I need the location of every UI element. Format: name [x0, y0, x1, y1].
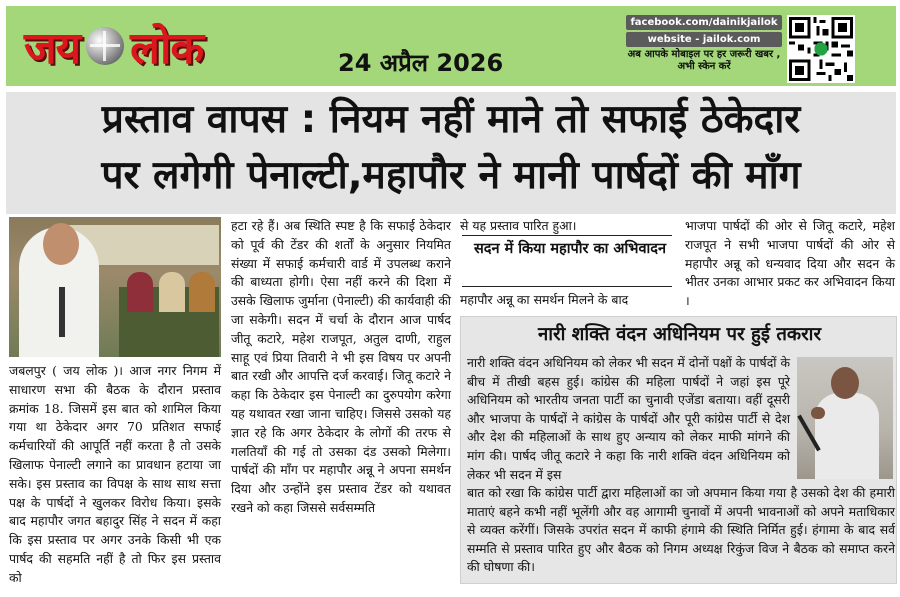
sidebar-story-text-2: बात को रखा कि कांग्रेस पार्टी द्वारा महिलाओं का जो अपमान किया गया है उसको देश की हमारी माताएं बहने कभी नहीं भूलेंगी और वह आगामी चुनावों में अपनी भावनाओं को अपने मताधिकार से व्यक्त करेंगीं। जिसके उपरांत सदन में काफी हंगामे की स्थिति निर्मित हुई। हंगामा के बाद सर्व सम्मति से प्रस्ताव पारित हुए और बैठक को निगम अध्यक्ष रिकुंज विज ने बैठक को समाप्त करने की घोषणा की।	[467, 485, 895, 575]
headline-line-1: प्रस्ताव वापस : नियम नहीं माने तो सफाई ठेकेदार	[101, 97, 801, 142]
headline-line-2: पर लगेगी पेनाल्टी,महापौर ने मानी पार्षदों की माँग	[101, 153, 801, 198]
social-links	[626, 15, 782, 73]
article-column-3-mid: महापौर अन्नू का समर्थन मिलने के बाद	[460, 292, 629, 307]
logo-word-jai: जय	[24, 23, 81, 74]
facebook-link[interactable]: facebook.com/dainikjailok	[626, 15, 782, 30]
article-column-2: हटा रहे हैं। अब स्थिति स्पष्ट है कि सफाई ठेकेदार को पूर्व की टेंडर की शर्तों के अनुसार नियमित संख्या में सफाई कर्मचारी वार्ड में उपलब्ध कराने की बाध्यता होगी। ऐसा नहीं करने की दिशा में उसके खिलाफ जुर्माना (पेनाल्टी) की कार्यवाही की जा सकेगी। सदन में चर्चा के दौरान आज पार्षद जीतू कटारे, महेश राजपूत, अतुल दाणी, राहुल साहू एवं प्रिया तिवारी ने भी इस विषय पर अपनी बात रखी और आपत्ति दर्ज करवाई। जितू कटारे ने कहा कि ठेकेदार इस पेनाल्टी का दुरुपयोग करेगा यह यथावत रखा जाना चाहिए। जिससे उसको यह ज्ञात रहे कि अगर ठेकेदार के लोगों की तरफ से गलतियाँ की गई तो उसका दंड उसको मिलेगा। पार्षदों की माँग पर महापौर अन्नू ने अपना समर्थन दिया और उन्होंने इस प्रस्ताव टेंडर को यथावत रखने को कहा जिससे सर्वसम्मति	[231, 218, 451, 515]
masthead	[6, 6, 896, 86]
councillor-photo	[797, 357, 893, 479]
qr-code-icon[interactable]	[787, 15, 855, 83]
sidebar-story-title: नारी शक्ति वंदन अधिनियम पर हुई तकरार	[537, 324, 822, 345]
councillor-hand	[811, 407, 825, 419]
audience-member	[159, 272, 185, 312]
sidebar-story-box	[460, 316, 897, 584]
councillor-figure	[815, 393, 879, 479]
subhead-mayor-greeting: सदन में किया महापौर का अभिवादन	[473, 240, 667, 257]
globe-icon	[86, 27, 124, 65]
article-column-4: भाजपा पार्षदों की ओर से जितू कटारे, महेश राजपूत ने सभी भाजपा पार्षदों की ओर से महापौर अन्नू को धन्यवाद दिया और सदन के भीतर उनका आभार प्रकट कर अभिवादन किया ।	[685, 218, 895, 309]
article-column-1: जबलपुर ( जय लोक )। आज नगर निगम में साधारण सभा की बैठक के दौरान प्रस्ताव क्रमांक 18. जिसमें इस बात को शामिल किया गया था ठेकेदार अगर 70 प्रतिशत सफाई कर्मचारियों की आपूर्ति नहीं करता है तो उसके खिलाफ पेनाल्टी लगाने का प्रावधान हटाया जा सके। इस प्रस्ताव का विपक्ष के साथ साथ सत्ता पक्ष के पार्षदों ने खुलकर विरोध किया। इसके बाद महापौर जगत बहादुर सिंह ने सदन में कहा कि इस प्रस्ताव पर अगर उनके किसी भी एक पार्षद की सहमति नहीं है तो फिर इस प्रस्ताव को	[9, 363, 221, 585]
subhead-rule-bottom	[462, 286, 672, 287]
audience-member	[189, 272, 215, 312]
edition-date: 24 अप्रैल 2026	[338, 49, 504, 77]
newspaper-logo	[24, 15, 203, 77]
website-link[interactable]: website - jailok.com	[626, 32, 782, 47]
audience-member	[127, 272, 153, 312]
speaker-photo	[9, 217, 221, 357]
speaker-head	[43, 223, 79, 265]
microphone-icon	[59, 287, 65, 337]
qr-note: अब आपके मोबाइल पर हर जरूरी खबर , अभी स्केन करें	[627, 49, 781, 72]
councillor-head	[831, 367, 859, 399]
headline	[6, 92, 896, 214]
logo-word-lok: लोक	[130, 23, 204, 74]
article-column-3-top: से यह प्रस्ताव पारित हुआ।	[460, 218, 577, 233]
sidebar-story-text-1: नारी शक्ति वंदन अधिनियम को लेकर भी सदन में दोनों पक्षों के पार्षदों के बीच में तीखी बहस हुई। कांग्रेस की महिला पार्षदों ने जहां इस पूरे अधिनियम को भारतीय जनता पार्टी का चुनावी एजेंडा बताया। वहीं दूसरी और भाजपा के पार्षदों ने कांग्रेस के पार्षदों और पूरी कांग्रेस पार्टी से देश और देश की महिलाओं के साथ हुए अन्याय को लेकर माफी मांगने की मांग की। पार्षद जीतू कटारे ने कहा कि नारी शक्ति वंदन अधिनियम को लेकर भी सदन में इस	[467, 355, 790, 482]
subhead-rule-top	[462, 235, 672, 236]
